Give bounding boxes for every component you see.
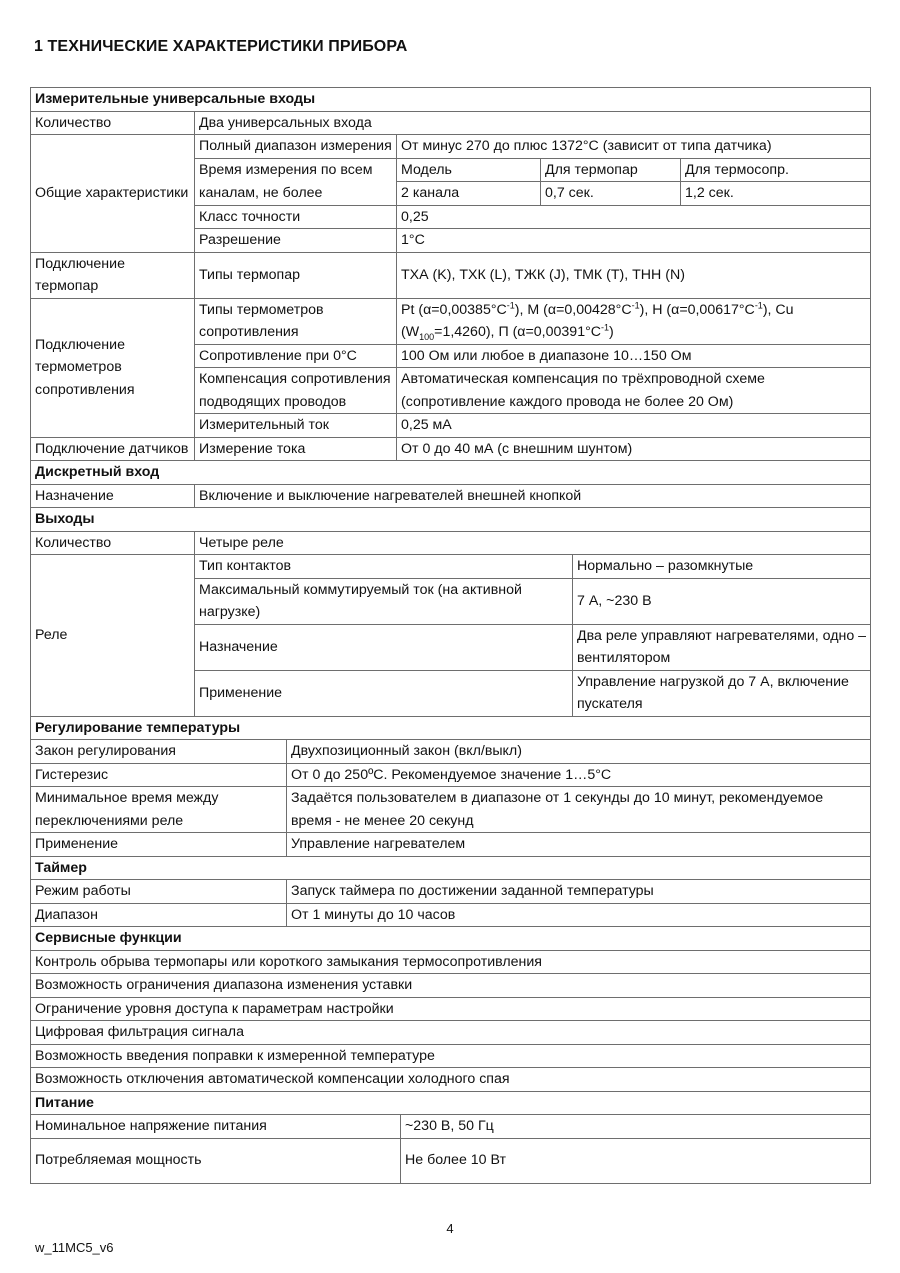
cell-value: Автоматическая компенсация по трёхпроводной схеме (сопротивление каждого провода не более 20 Ом) xyxy=(397,368,871,414)
section-header-regulation: Регулирование температуры xyxy=(31,716,871,740)
table-row xyxy=(31,531,871,555)
cell-value: 100 Ом или любое в диапазоне 10…150 Ом xyxy=(397,344,871,368)
cell-value: Два реле управляют нагревателями, одно – вентилятором xyxy=(573,624,871,670)
cell-label: Диапазон xyxy=(31,903,287,927)
cell-value: Два универсальных входа xyxy=(195,111,871,135)
cell-label: Закон регулирования xyxy=(31,740,287,764)
cell-value: От 0 до 40 мА (с внешним шунтом) xyxy=(397,437,871,461)
section-header-power: Питание xyxy=(31,1091,871,1115)
section-outputs-row xyxy=(31,508,871,532)
service-item: Цифровая фильтрация сигнала xyxy=(31,1021,871,1045)
cell-value: Не более 10 Вт xyxy=(401,1138,871,1183)
section-discrete-row xyxy=(31,461,871,485)
cell-value: От минус 270 до плюс 1372°C (зависит от типа датчика) xyxy=(397,135,871,159)
cell-label: Типы термометров сопротивления xyxy=(195,298,397,344)
table-row xyxy=(31,903,871,927)
cell-label: Минимальное время между переключениями реле xyxy=(31,787,287,833)
cell-subheader: Для термосопр. xyxy=(681,158,871,182)
cell-label: Количество xyxy=(31,111,195,135)
cell-label: Разрешение xyxy=(195,229,397,253)
table-row xyxy=(31,763,871,787)
cell-label: Типы термопар xyxy=(195,252,397,298)
section-power-row xyxy=(31,1091,871,1115)
cell-label: Измерительный ток xyxy=(195,414,397,438)
cell-value: Управление нагрузкой до 7 А, включение пускателя xyxy=(573,670,871,716)
cell-label: Применение xyxy=(195,670,573,716)
service-item: Возможность отключения автоматической компенсации холодного спая xyxy=(31,1068,871,1092)
section-header-outputs: Выходы xyxy=(31,508,871,532)
cell-label: Максимальный коммутируемый ток (на активной нагрузке) xyxy=(195,578,573,624)
cell-value: Запуск таймера по достижении заданной температуры xyxy=(287,880,871,904)
list-item xyxy=(31,974,871,998)
section-header-discrete: Дискретный вход xyxy=(31,461,871,485)
cell-label: Номинальное напряжение питания xyxy=(31,1115,401,1139)
section-inputs-row xyxy=(31,88,871,112)
list-item xyxy=(31,997,871,1021)
cell-label: Тип контактов xyxy=(195,555,573,579)
cell-value: 0,25 мА xyxy=(397,414,871,438)
table-row xyxy=(31,833,871,857)
cell-subheader: Для термопар xyxy=(541,158,681,182)
cell-value: Двухпозиционный закон (вкл/выкл) xyxy=(287,740,871,764)
table-row xyxy=(31,252,871,298)
table-row xyxy=(31,555,871,579)
cell-value: 0,7 сек. xyxy=(541,182,681,206)
cell-label: Сопротивление при 0°C xyxy=(195,344,397,368)
cell-label: Потребляемая мощность xyxy=(31,1138,401,1183)
cell-label: Полный диапазон измерения xyxy=(195,135,397,159)
service-item: Возможность ограничения диапазона изменения уставки xyxy=(31,974,871,998)
page-title: 1 ТЕХНИЧЕСКИЕ ХАРАКТЕРИСТИКИ ПРИБОРА xyxy=(34,38,408,55)
cell-value: 2 канала xyxy=(397,182,541,206)
cell-value: 0,25 xyxy=(397,205,871,229)
page-number: 4 xyxy=(446,1221,454,1236)
cell-label: Время измерения по всем каналам, не более xyxy=(195,158,397,205)
table-row xyxy=(31,787,871,833)
cell-label: Режим работы xyxy=(31,880,287,904)
document-code: w_11MC5_v6 xyxy=(35,1240,114,1255)
cell-subheader: Модель xyxy=(397,158,541,182)
section-service-row xyxy=(31,927,871,951)
cell-value: От 0 до 250ºС. Рекомендуемое значение 1…5°C xyxy=(287,763,871,787)
cell-label: Применение xyxy=(31,833,287,857)
cell-value: От 1 минуты до 10 часов xyxy=(287,903,871,927)
section-regulation-row xyxy=(31,716,871,740)
cell-value: Задаётся пользователем в диапазоне от 1 секунды до 10 минут, рекомендуемое время - не менее 20 секунд xyxy=(287,787,871,833)
table-row xyxy=(31,484,871,508)
section-timer-row xyxy=(31,856,871,880)
cell-label: Гистерезис xyxy=(31,763,287,787)
section-header-timer: Таймер xyxy=(31,856,871,880)
cell-group-label: Общие характеристики xyxy=(31,135,195,253)
cell-label: Измерение тока xyxy=(195,437,397,461)
section-header-inputs: Измерительные универсальные входы xyxy=(31,88,871,112)
cell-value: 1°C xyxy=(397,229,871,253)
cell-value: Включение и выключение нагревателей внешней кнопкой xyxy=(195,484,871,508)
cell-value: Управление нагревателем xyxy=(287,833,871,857)
cell-value: ~230 В, 50 Гц xyxy=(401,1115,871,1139)
service-item: Контроль обрыва термопары или короткого замыкания термосопротивления xyxy=(31,950,871,974)
table-row xyxy=(31,880,871,904)
section-header-service: Сервисные функции xyxy=(31,927,871,951)
cell-value-rtd-types: Pt $(\alpha=0,00385^\circ C^{-1})$, M $(\alpha=0,00428^\circ C^{-1})$, H $(\alpha=0,00617^\circ C^{-1})$, Cu $(W_{100}=1,4260)$, П $(\alpha=0,00391^\circ C^{-1})$ xyxy=(397,298,871,344)
cell-label: Количество xyxy=(31,531,195,555)
spec-table xyxy=(30,87,871,1184)
table-row xyxy=(31,135,871,159)
list-item xyxy=(31,1068,871,1092)
list-item xyxy=(31,1044,871,1068)
cell-value: Четыре реле xyxy=(195,531,871,555)
cell-label: Назначение xyxy=(31,484,195,508)
list-item xyxy=(31,950,871,974)
cell-group-label: Подключение термопар xyxy=(31,252,195,298)
cell-value: ТХА (K), ТХК (L), ТЖК (J), ТМК (T), ТНН (N) xyxy=(397,252,871,298)
cell-label: Класс точности xyxy=(195,205,397,229)
service-item: Ограничение уровня доступа к параметрам настройки xyxy=(31,997,871,1021)
cell-value: Нормально – разомкнутые xyxy=(573,555,871,579)
list-item xyxy=(31,1021,871,1045)
cell-group-label: Подключение датчиков xyxy=(31,437,195,461)
table-row xyxy=(31,298,871,344)
cell-label: Назначение xyxy=(195,624,573,670)
table-row xyxy=(31,1115,871,1139)
table-row xyxy=(31,437,871,461)
table-row xyxy=(31,740,871,764)
cell-group-label: Реле xyxy=(31,555,195,717)
cell-group-label: Подключение термометров сопротивления xyxy=(31,298,195,437)
cell-value: 1,2 сек. xyxy=(681,182,871,206)
cell-label: Компенсация сопротивления подводящих проводов xyxy=(195,368,397,414)
cell-value: 7 А, ~230 В xyxy=(573,578,871,624)
service-item: Возможность введения поправки к измеренной температуре xyxy=(31,1044,871,1068)
table-row xyxy=(31,1138,871,1183)
table-row xyxy=(31,111,871,135)
